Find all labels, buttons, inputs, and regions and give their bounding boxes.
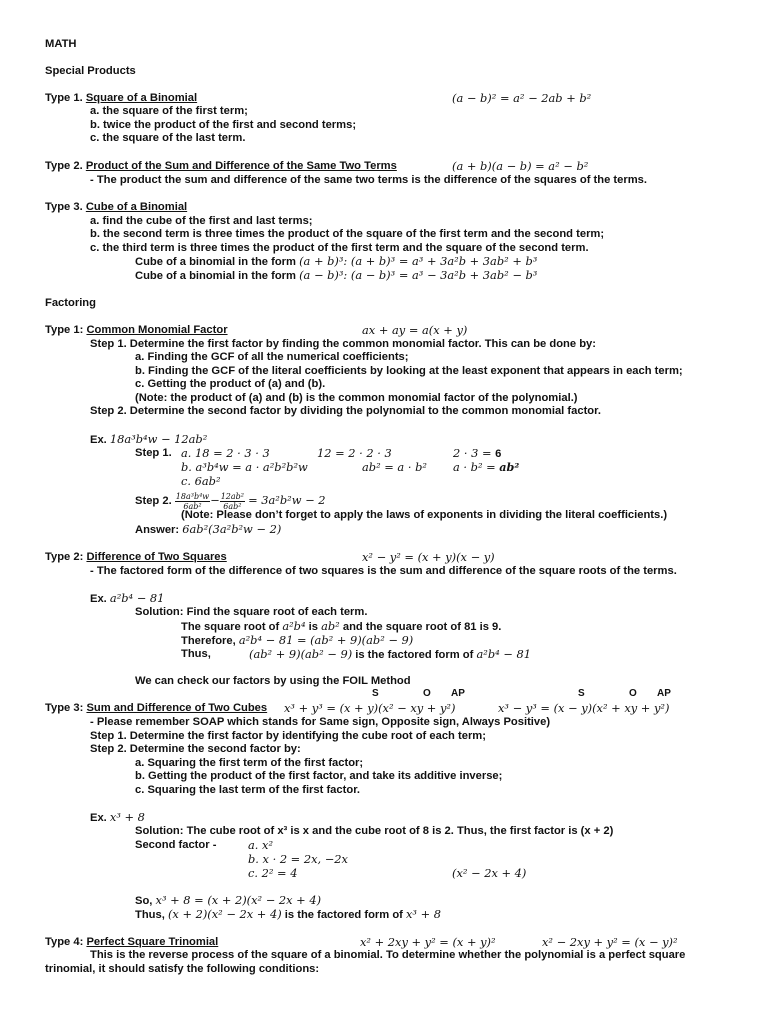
f-type3-so: So, x³ + 8 = (x + 2)(x² − 2x + 4) [135,893,322,907]
f-type3-sf-c: c. 2² = 4 [248,866,298,880]
section-title-factoring: Factoring [45,297,96,309]
f-type3-item-c: c. Squaring the last term of the first factor. [135,784,361,796]
f-type2-check: We can check our factors by using the FOIL Method [135,675,411,687]
f-type3-sf-a: a. x² [248,838,274,852]
f-type3-example: Ex. x³ + 8 [90,810,145,824]
f-type2-note: - The factored form of the difference of two squares is the sum and difference of the square roots of the terms. [90,565,677,577]
f-type3-step2: Step 2. Determine the second factor by: [90,743,301,755]
f-type3-sf-result: (x² − 2x + 4) [452,866,527,880]
sp-type2-heading: Type 2. Product of the Sum and Difference of the Same Two Terms [45,160,397,172]
f-type4-paragraph-line1: This is the reverse process of the square of a binomial. To determine whether the polynomial is a perfect square [90,949,686,961]
f-type1-step2: Step 2. Determine the second factor by dividing the polynomial to the common monomial factor. [90,405,601,417]
f-type3-formula-diff: x³ − y³ = (x − y)(x² + xy + y²) [498,701,670,715]
f-type2-line2: Therefore, a²b⁴ − 81 = (ab² + 9)(ab² − 9) [181,633,414,647]
f-type1-s1-label: Step 1. [135,447,172,459]
f-type1-heading: Type 1: Common Monomial Factor [45,324,228,336]
f-type1-s1-b3: a · b² = ab² [453,460,520,474]
sp-type3-heading: Type 3. Cube of a Binomial [45,201,188,213]
f-type4-formula-diff: x² − 2xy + y² = (x − y)² [542,935,678,949]
f-type1-s1-a3: 2 · 3 = 6 [453,446,502,460]
f-type4-paragraph-line2: trinomial, it should satisfy the following conditions: [45,963,320,975]
soap-ap-2: AP [657,688,671,699]
soap-s-2: S [578,688,585,699]
sp-type1-heading: Type 1. Square of a Binomial [45,92,198,104]
f-type3-name: Sum and Difference of Two Cubes [86,702,268,714]
sp-type3-item-b: b. the second term is three times the product of the square of the first term and the second term; [90,228,605,240]
f-type3-step1: Step 1. Determine the first factor by identifying the cube root of each term; [90,730,486,742]
f-type3-second-factor-label: Second factor - [135,839,217,851]
f-type1-formula: ax + ay = a(x + y) [362,323,468,337]
sp-type1-item-c: c. the square of the last term. [90,132,246,144]
f-type1-s2-label: Step 2. [135,495,172,507]
f-type1-example: Ex. 18a³b⁴w − 12ab² [90,432,208,446]
f-type1-step2-line: Step 2. $\frac{\text{18a³b⁴w}}{\text{6ab²}}$ − $\frac{\text{12ab²}}{\text{6ab²}}$ = 3a²b²w − 2 [135,491,326,511]
f-type2-example: Ex. a²b⁴ − 81 [90,591,165,605]
f-type1-step1-item-c: c. Getting the product of (a) and (b). [135,378,326,390]
sp-cube-plus: Cube of a binomial in the form (a + b)³: (a + b)³ = a³ + 3a²b + 3ab² + b³ [135,254,538,268]
section-title-special-products: Special Products [45,65,136,77]
f-type2-name: Difference of Two Squares [86,551,227,563]
sp-type3-item-c: c. the third term is three times the product of the first term and the square of the second term. [90,242,589,254]
f-type1-step1-note: (Note: the product of (a) and (b) is the common monomial factor of the polynomial.) [135,392,578,404]
f-type4-name: Perfect Square Trinomial [86,936,219,948]
soap-ap-1: AP [451,688,465,699]
f-type2-line1: The square root of a²b⁴ is ab² and the square root of 81 is 9. [181,619,502,633]
f-type2-solution: Solution: Find the square root of each term. [135,606,368,618]
f-type1-answer: Answer: 6ab²(3a²b²w − 2) [135,522,282,536]
f-type2-heading: Type 2: Difference of Two Squares [45,551,227,563]
f-type2-line3: (ab² + 9)(ab² − 9) is the factored form of a²b⁴ − 81 [249,647,531,661]
f-type4-heading: Type 4: Perfect Square Trinomial [45,936,219,948]
f-type3-heading: Type 3: Sum and Difference of Two Cubes [45,702,268,714]
f-type1-s1-a: a. 18 = 2 · 3 · 3 [181,446,270,460]
f-type3-thus: Thus, (x + 2)(x² − 2x + 4) is the factored form of x³ + 8 [135,907,442,921]
sp-type1-name: Square of a Binomial [85,92,198,104]
f-type1-name: Common Monomial Factor [86,324,228,336]
f-type2-line3-label: Thus, [181,648,211,660]
sp-type2-note: - The product the sum and difference of the same two terms is the difference of the squares of the terms. [90,174,647,186]
f-type1-s2-note: (Note: Please don’t forget to apply the laws of exponents in dividing the literal coefficients.) [181,509,668,521]
f-type1-s1-a2: 12 = 2 · 2 · 3 [317,446,392,460]
f-type3-item-b: b. Getting the product of the first factor, and take its additive inverse; [135,770,503,782]
sp-cube-minus: Cube of a binomial in the form (a − b)³: (a − b)³ = a³ − 3a²b + 3ab² − b³ [135,268,538,282]
sp-type3-item-a: a. find the cube of the first and last terms; [90,215,313,227]
sp-type1-item-a: a. the square of the first term; [90,105,248,117]
f-type3-item-a: a. Squaring the first term of the first factor; [135,757,364,769]
soap-o-2: O [629,688,637,699]
f-type3-solution: Solution: The cube root of x³ is x and the cube root of 8 is 2. Thus, the first factor is (x + 2) [135,825,614,837]
sp-type1-item-b: b. twice the product of the first and second terms; [90,119,357,131]
f-type1-s1-b: b. a³b⁴w = a · a²b²b²w [181,460,308,474]
f-type1-step1: Step 1. Determine the first factor by finding the common monomial factor. This can be done by: [90,338,596,350]
page-heading: MATH [45,38,77,50]
f-type1-fraction-2: $\frac{\text{12ab²}}{\text{6ab²}}$ [220,491,244,511]
sp-type3-name: Cube of a Binomial [85,201,188,213]
f-type3-sf-b: b. x · 2 = 2x, −2x [248,852,348,866]
f-type1-step1-item-a: a. Finding the GCF of all the numerical coefficients; [135,351,409,363]
f-type1-s1-c: c. 6ab² [181,474,221,488]
sp-type2-name: Product of the Sum and Difference of the Same Two Terms [85,160,397,172]
soap-s-1: S [372,688,379,699]
soap-o-1: O [423,688,431,699]
f-type4-formula-sum: x² + 2xy + y² = (x + y)² [360,935,496,949]
f-type1-s1-b2: ab² = a · b² [362,460,427,474]
sp-type2-formula: (a + b)(a − b) = a² − b² [452,159,589,173]
f-type1-step1-item-b: b. Finding the GCF of the literal coefficients by looking at the least exponent that appears in each term; [135,365,683,377]
sp-type1-formula: (a − b)² = a² − 2ab + b² [452,91,592,105]
f-type3-note: - Please remember SOAP which stands for Same sign, Opposite sign, Always Positive) [90,716,551,728]
f-type1-fraction-1: $\frac{\text{18a³b⁴w}}{\text{6ab²}}$ [175,491,210,511]
f-type2-formula: x² − y² = (x + y)(x − y) [362,550,495,564]
f-type3-formula-sum: x³ + y³ = (x + y)(x² − xy + y²) [284,701,456,715]
